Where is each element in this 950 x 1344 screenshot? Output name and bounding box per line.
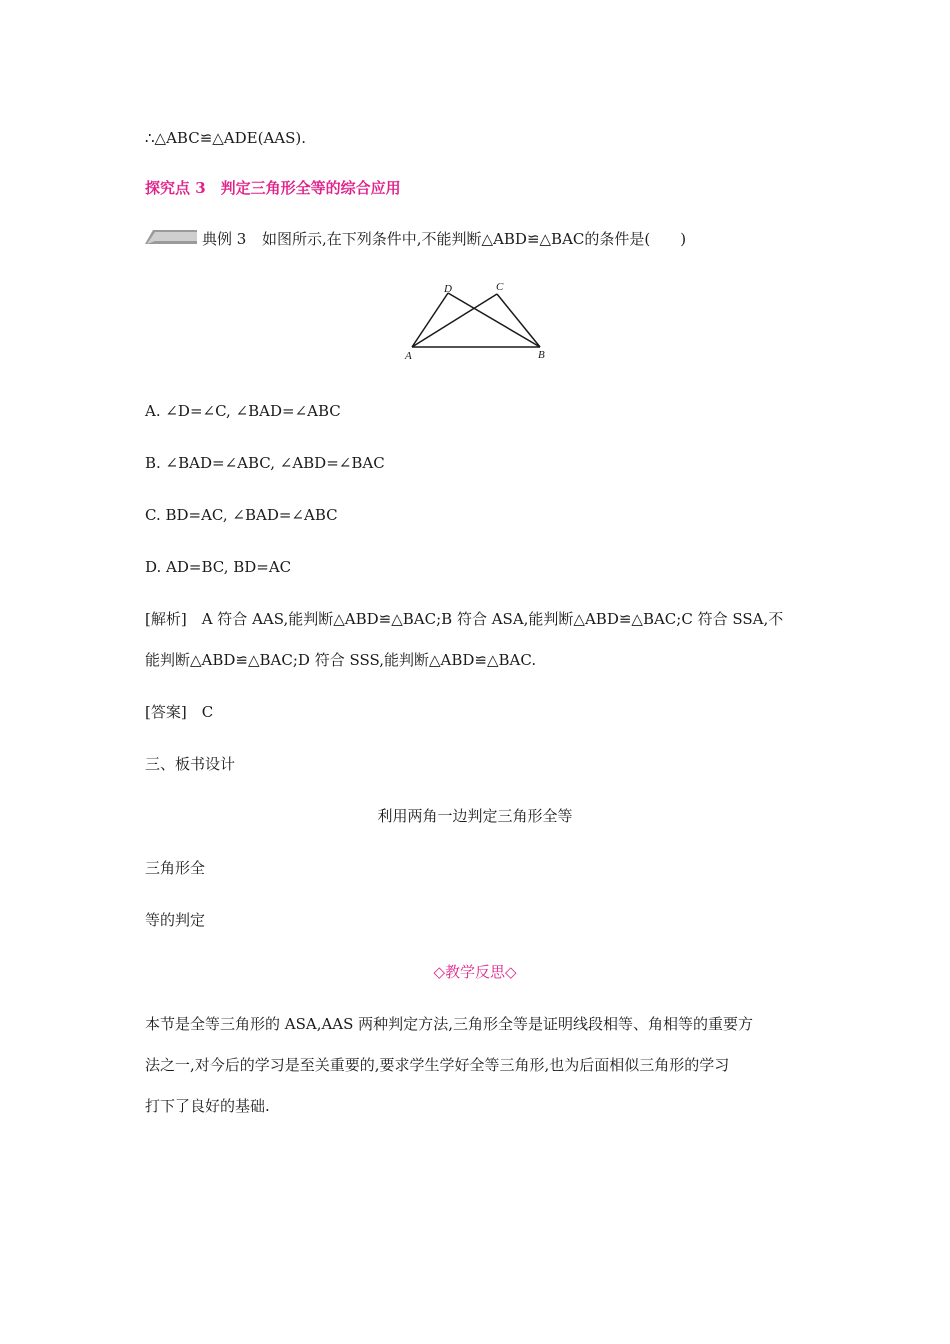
board-title: 利用两角一边判定三角形全等 — [377, 807, 573, 825]
point-label-a: A — [405, 350, 412, 362]
example-question: 如图所示,在下列条件中,不能判断△ABD≌△BAC的条件是( ) — [262, 230, 687, 248]
option-c: C. BD=AC, ∠BAD=∠ABC — [145, 506, 338, 524]
answer-line: [答案] C — [145, 703, 214, 721]
board-heading: 三、板书设计 — [145, 755, 236, 773]
segment-bc — [497, 294, 540, 347]
triangle-figure — [400, 280, 560, 365]
point-label-c: C — [496, 281, 504, 293]
analysis-line-2: 能判断△ABD≌△BAC;D 符合 SSS,能判断△ABD≌△BAC. — [145, 651, 537, 669]
point-label-b: B — [538, 349, 545, 361]
example-banner-icon — [145, 230, 197, 244]
option-d: D. AD=BC, BD=AC — [145, 558, 292, 576]
reflection-line-2: 法之一,对今后的学习是至关重要的,要求学生学好全等三角形,也为后面相似三角形的学习 — [145, 1056, 730, 1074]
point-label-d: D — [444, 283, 452, 295]
segment-bd — [448, 293, 540, 347]
conclusion-line: ∴△ABC≌△ADE(AAS). — [145, 129, 307, 147]
reflection-heading: ◇教学反思◇ — [433, 963, 517, 981]
analysis-line-1: [解析] A 符合 AAS,能判断△ABD≌△BAC;B 符合 ASA,能判断△ABD≌△BAC;C 符合 SSA,不 — [145, 610, 784, 628]
reflection-line-1: 本节是全等三角形的 ASA,AAS 两种判定方法,三角形全等是证明线段相等、角相等的重要方 — [145, 1015, 753, 1033]
segment-ac — [412, 294, 497, 347]
section-heading: 探究点 3 判定三角形全等的综合应用 — [145, 179, 401, 197]
option-a: A. ∠D=∠C, ∠BAD=∠ABC — [145, 402, 341, 420]
board-line-1: 三角形全 — [145, 859, 206, 877]
reflection-line-3: 打下了良好的基础. — [145, 1097, 270, 1115]
example-label: 典例 3 — [202, 230, 247, 248]
segment-ad — [412, 293, 448, 347]
option-b: B. ∠BAD=∠ABC, ∠ABD=∠BAC — [145, 454, 385, 472]
board-line-2: 等的判定 — [145, 911, 206, 929]
